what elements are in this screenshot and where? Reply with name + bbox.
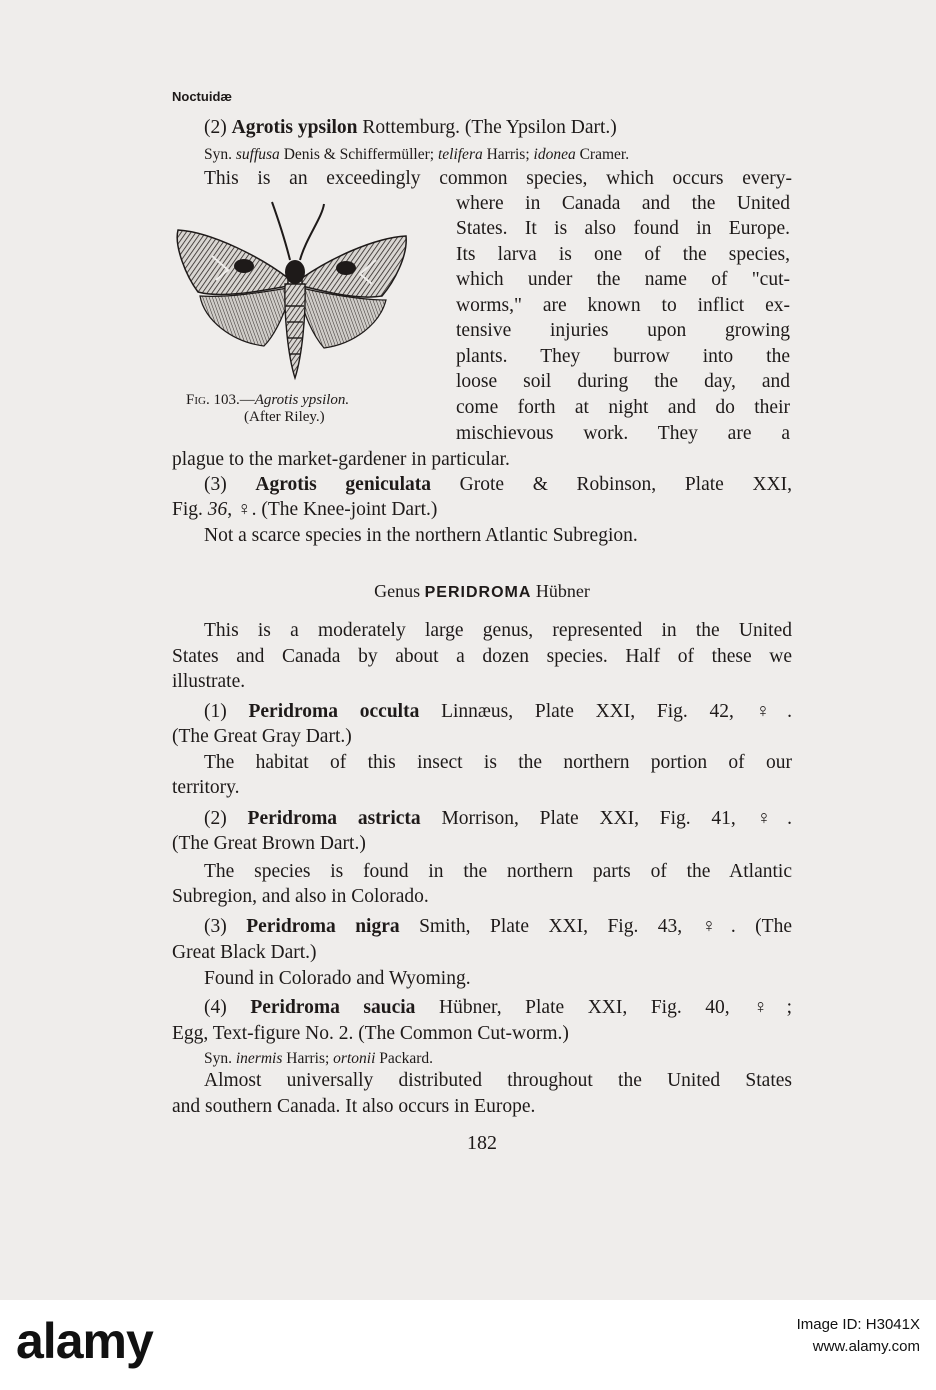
species-entry-peridroma-nigra <box>204 914 792 940</box>
entry-note-line: Almost universally distributed throughout the United States <box>204 1070 792 1091</box>
entry-note: Not a scarce species in the northern Atlantic Subregion. <box>204 525 638 546</box>
genus-name: PERIDROMA <box>424 584 532 601</box>
entry-number: (1) <box>204 701 249 722</box>
synonymy-ypsilon <box>204 142 792 168</box>
paragraph-line: where in Canada and the United <box>456 193 790 214</box>
syn-label: Syn. <box>204 146 236 163</box>
entry-continuation <box>172 497 792 523</box>
paragraph-line: This is a moderately large genus, represented in the United <box>204 620 792 641</box>
paragraph-line: mischievous work. They are a <box>456 423 790 444</box>
fig-number: 36 <box>207 499 228 520</box>
species-entry-peridroma-saucia <box>204 995 792 1021</box>
species-name: Peridroma nigra <box>246 916 400 937</box>
paragraph-line: come forth at night and do their <box>456 397 790 418</box>
entry-number: (4) <box>204 997 251 1018</box>
entry-note-line: The species is found in the northern parts of the Atlantic <box>204 861 792 882</box>
paragraph-line: worms," are known to inflict ex- <box>456 295 790 316</box>
paragraph-line: plague to the market-gardener in particular. <box>172 449 510 470</box>
entry-note-line: The habitat of this insect is the northern portion of our <box>204 752 792 773</box>
paragraph-line: plants. They burrow into the <box>456 346 790 367</box>
synonym-author: Harris; <box>282 1050 334 1067</box>
synonym-name: suffusa <box>235 146 280 163</box>
species-entry-agrotis-ypsilon <box>204 115 792 141</box>
genus-heading <box>172 578 792 606</box>
page-number: 182 <box>467 1132 497 1154</box>
species-entry-peridroma-astricta <box>204 806 792 832</box>
synonym-name: telifera <box>437 146 483 163</box>
entry-authority: Morrison, Plate XXI, Fig. 41, ♀. <box>420 808 792 829</box>
entry-note-line: Subregion, and also in Colorado. <box>172 886 429 907</box>
image-id-label: Image ID: <box>796 1316 866 1333</box>
species-entry-agrotis-geniculata <box>204 472 792 498</box>
fig-title: Agrotis ypsilon. <box>254 392 350 408</box>
paragraph-line: This is an exceedingly common species, which occurs every- <box>204 168 792 189</box>
fig-prefix: Fig. <box>172 499 208 520</box>
figure-caption <box>186 392 349 409</box>
entry-number: (3) <box>204 474 256 495</box>
paragraph-line: which under the name of "cut- <box>456 269 790 290</box>
species-name: Agrotis ypsilon <box>231 117 358 138</box>
stock-footer <box>0 1300 936 1390</box>
entry-authority: Hübner, Plate XXI, Fig. 40, ♀; <box>415 997 792 1018</box>
paragraph-line: States. It is also found in Europe. <box>456 218 790 239</box>
entry-note-line: territory. <box>172 777 240 798</box>
figure-credit: (After Riley.) <box>244 409 325 425</box>
running-head: Noctuidæ <box>172 89 232 104</box>
fig-number: 103. <box>213 392 240 408</box>
entry-common-name: Great Black Dart.) <box>172 942 317 963</box>
entry-common-name: Egg, Text-figure No. 2. (The Common Cut-worm.) <box>172 1023 569 1044</box>
paragraph-line: States and Canada by about a dozen species. Half of these we <box>172 646 792 667</box>
entry-number: (2) <box>204 117 232 138</box>
species-name: Agrotis geniculata <box>255 474 432 495</box>
moth-illustration <box>172 196 412 388</box>
entry-number: (2) <box>204 808 248 829</box>
paragraph-line: illustrate. <box>172 671 246 692</box>
entry-authority: Smith, Plate XXI, Fig. 43, ♀. (The <box>399 916 792 937</box>
brand-logo: alamy <box>16 1313 153 1369</box>
syn-label: Syn. <box>204 1050 236 1067</box>
entry-number: (3) <box>204 916 247 937</box>
entry-authority: Linnæus, Plate XXI, Fig. 42, ♀. <box>419 701 792 722</box>
species-name: Peridroma astricta <box>247 808 421 829</box>
entry-common-name: (The Great Brown Dart.) <box>172 833 366 854</box>
genus-author: Hübner <box>531 581 590 601</box>
species-entry-peridroma-occulta <box>204 699 792 725</box>
entry-common-name: , ♀. (The Knee-joint Dart.) <box>227 499 438 520</box>
synonym-name: idonea <box>533 146 576 163</box>
entry-authority: Rottemburg. (The Ypsilon Dart.) <box>357 117 617 138</box>
entry-authority: Grote & Robinson, Plate XXI, <box>431 474 792 495</box>
fig-label: Fig. <box>186 392 214 408</box>
synonym-author: Packard. <box>375 1050 434 1067</box>
synonym-name: inermis <box>235 1050 283 1067</box>
entry-note: Found in Colorado and Wyoming. <box>204 968 471 989</box>
species-name: Peridroma occulta <box>248 701 420 722</box>
synonym-author: Denis & Schiffermüller; <box>279 146 438 163</box>
fig-dash: — <box>239 392 255 408</box>
synonym-author: Cramer. <box>575 146 630 163</box>
genus-prefix: Genus <box>374 581 425 601</box>
species-name: Peridroma saucia <box>250 997 416 1018</box>
image-id-value: H3041X <box>865 1316 920 1333</box>
paragraph-line: tensive injuries upon growing <box>456 320 790 341</box>
site-url: www.alamy.com <box>812 1338 920 1355</box>
image-id <box>797 1316 920 1333</box>
paragraph-line: loose soil during the day, and <box>456 371 790 392</box>
synonym-name: ortonii <box>333 1050 376 1067</box>
synonym-author: Harris; <box>482 146 534 163</box>
entry-note-line: and southern Canada. It also occurs in Europe. <box>172 1096 536 1117</box>
paragraph-line: Its larva is one of the species, <box>456 244 790 265</box>
entry-common-name: (The Great Gray Dart.) <box>172 726 352 747</box>
